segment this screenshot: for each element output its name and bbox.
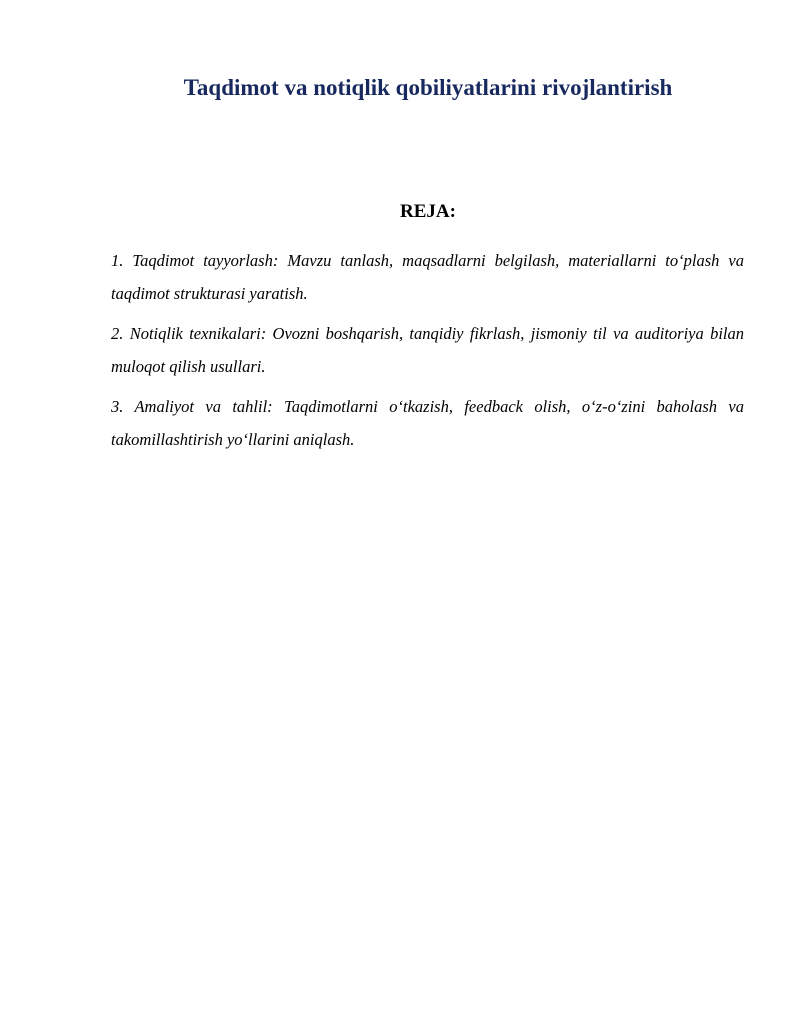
plan-heading: REJA: [400, 201, 456, 222]
plan-item-3: 3. Amaliyot va tahlil: Taqdimotlarni o‘tkazish, feedback olish, o‘z-o‘zini baholash va takomillashtirish yo‘llarini aniqlash. [111, 397, 744, 449]
plan-item-2: 2. Notiqlik texnikalari: Ovozni boshqarish, tanqidiy fikrlash, jismoniy til va auditoriya bilan muloqot qilish usullari. [111, 324, 744, 376]
document-title: Taqdimot va notiqlik qobiliyatlarini rivojlantirish [183, 75, 673, 100]
plan-item-1: 1. Taqdimot tayyorlash: Mavzu tanlash, maqsadlarni belgilash, materiallarni to‘plash va taqdimot strukturasi yaratish. [111, 251, 744, 303]
plan-list [111, 244, 744, 463]
